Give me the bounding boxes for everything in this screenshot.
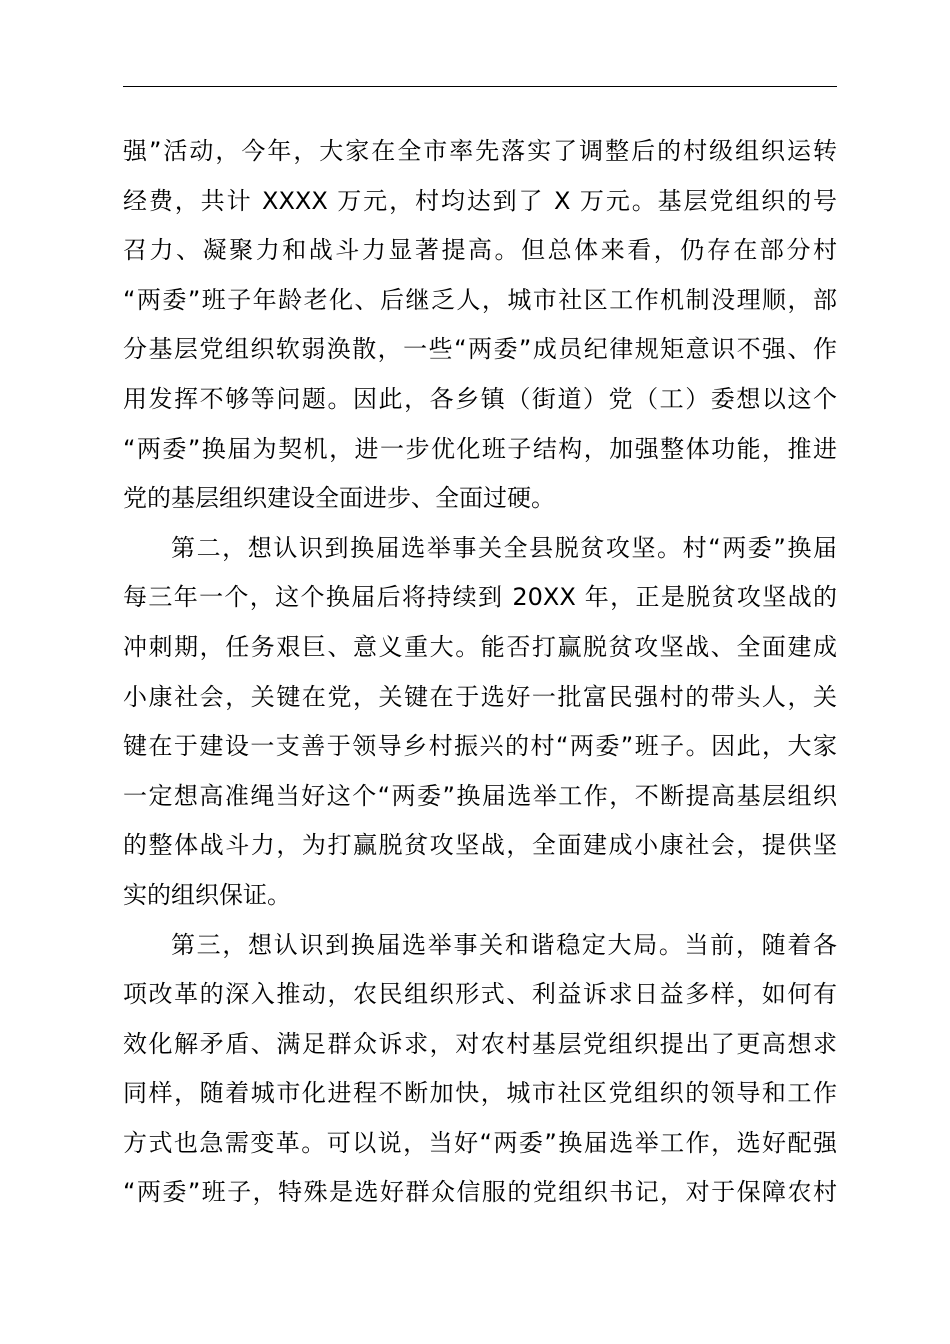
text-line: 同样，随着城市化进程不断加快，城市社区党组织的领导和工作 bbox=[123, 1079, 837, 1108]
text-line: “两委”班子，特殊是选好群众信服的党组织书记，对于保障农村 bbox=[123, 1178, 837, 1207]
text-line: 方式也急需变革。可以说，当好“两委”换届选举工作，选好配强 bbox=[123, 1128, 837, 1157]
text-line: “两委”班子年龄老化、后继乏人，城市社区工作机制没理顺，部 bbox=[123, 285, 837, 314]
text-line: 第二，想认识到换届选举事关全县脱贫攻坚。村“两委”换届 bbox=[171, 533, 837, 562]
text-line: 召力、凝聚力和战斗力显著提高。但总体来看，仍存在部分村 bbox=[123, 236, 837, 265]
text-line: “两委”换届为契机，进一步优化班子结构，加强整体功能，推进 bbox=[123, 434, 837, 463]
paragraph-1 bbox=[123, 127, 837, 524]
text-line: 的整体战斗力，为打赢脱贫攻坚战，全面建成小康社会，提供坚 bbox=[123, 831, 837, 860]
text-line: 效化解矛盾、满足群众诉求，对农村基层党组织提出了更高想求 bbox=[123, 1029, 837, 1058]
header-rule bbox=[123, 86, 837, 87]
paragraph-2 bbox=[123, 524, 837, 921]
paragraph-3 bbox=[123, 921, 837, 1219]
text-line: 键在于建设一支善于领导乡村振兴的村“两委”班子。因此，大家 bbox=[123, 732, 837, 761]
text-line: 冲刺期，任务艰巨、意义重大。能否打赢脱贫攻坚战、全面建成 bbox=[123, 632, 837, 661]
text-line: 第三，想认识到换届选举事关和谐稳定大局。当前，随着各 bbox=[171, 930, 837, 959]
text-line: 项改革的深入推动，农民组织形式、利益诉求日益多样，如何有 bbox=[123, 980, 837, 1009]
text-line: 强”活动，今年，大家在全市率先落实了调整后的村级组织运转 bbox=[123, 137, 837, 165]
text-line: 实的组织保证。 bbox=[123, 880, 291, 909]
text-line: 一定想高准绳当好这个“两委”换届选举工作，不断提高基层组织 bbox=[123, 781, 837, 810]
text-line: 用发挥不够等问题。因此，各乡镇（街道）党（工）委想以这个 bbox=[123, 384, 837, 413]
text-line: 分基层党组织软弱涣散，一些“两委”成员纪律规矩意识不强、作 bbox=[123, 335, 837, 364]
document-body bbox=[123, 127, 837, 1218]
text-line: 每三年一个，这个换届后将持续到 20XX 年，正是脱贫攻坚战的 bbox=[123, 583, 837, 612]
text-line: 小康社会，关键在党，关键在于选好一批富民强村的带头人，关 bbox=[123, 682, 837, 711]
text-line: 党的基层组织建设全面进步、全面过硬。 bbox=[123, 484, 555, 513]
text-line: 经费，共计 XXXX 万元，村均达到了 X 万元。基层党组织的号 bbox=[123, 186, 837, 215]
